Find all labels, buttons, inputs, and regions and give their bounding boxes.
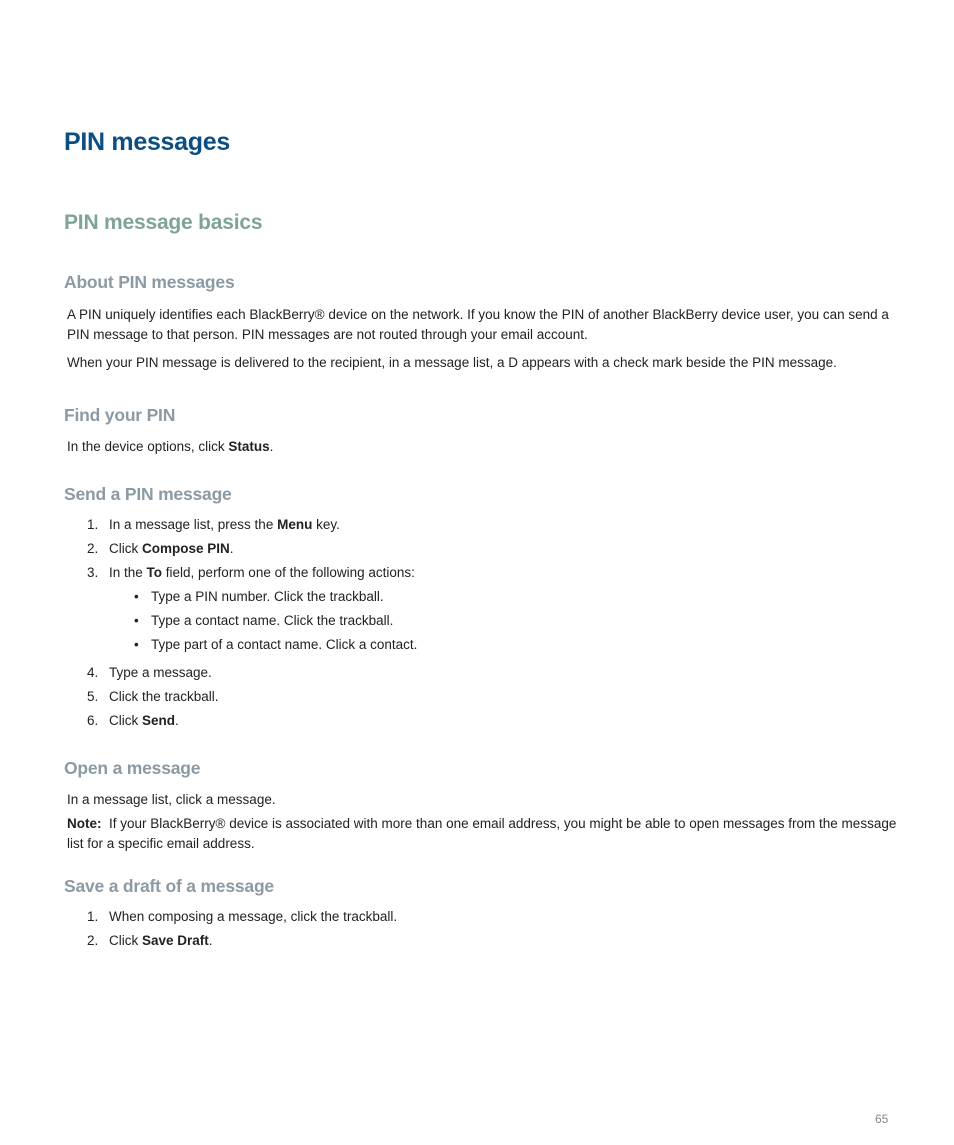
send-step-6: 6. Click Send. <box>87 713 179 728</box>
bullet-icon: • <box>134 637 139 652</box>
send-step-2: 2. Click Compose PIN. <box>87 541 234 556</box>
note-label: Note: <box>67 816 102 831</box>
send-bullet-1: • Type a PIN number. Click the trackball. <box>134 589 384 604</box>
find-pin-heading: Find your PIN <box>64 405 176 425</box>
about-paragraph-1: A PIN uniquely identifies each BlackBerry® device on the network. If you know the PIN of another BlackBerry device user, you can send a PIN message to that person. PIN messages are not routed through your email account. <box>67 307 889 342</box>
open-message-text: In a message list, click a message. <box>67 792 276 807</box>
send-step-4: 4. Type a message. <box>87 665 212 680</box>
send-step-3: 3. In the To field, perform one of the following actions: <box>87 565 415 580</box>
save-draft-heading: Save a draft of a message <box>64 876 274 896</box>
find-pin-text <box>67 437 897 457</box>
find-pin-text-after: . <box>269 439 274 454</box>
send-bullet-2: • Type a contact name. Click the trackball. <box>134 613 394 628</box>
note-text: If your BlackBerry® device is associated with more than one email address, you might be able to open messages from the message list for a specific email address. <box>67 816 901 851</box>
send-bullet-3: • Type part of a contact name. Click a contact. <box>134 637 418 652</box>
draft-step-1: 1. When composing a message, click the trackball. <box>87 909 398 924</box>
send-step-5: 5. Click the trackball. <box>87 689 219 704</box>
page-title: PIN messages <box>64 128 230 156</box>
page-number: 65 <box>875 1112 889 1126</box>
draft-step-2: 2. Click Save Draft. <box>87 933 213 948</box>
open-message-note <box>67 814 901 853</box>
about-heading: About PIN messages <box>64 272 235 292</box>
bullet-icon: • <box>134 613 139 628</box>
send-step-1: 1. In a message list, press the Menu key. <box>87 517 340 532</box>
bullet-icon: • <box>134 589 139 604</box>
find-pin-bold: Status <box>228 439 270 454</box>
section-title: PIN message basics <box>64 211 263 234</box>
send-pin-heading: Send a PIN message <box>64 484 232 504</box>
open-message-heading: Open a message <box>64 758 201 778</box>
find-pin-text-before: In the device options, click <box>67 439 229 454</box>
about-paragraph-2: When your PIN message is delivered to the recipient, in a message list, a D appears with a check mark beside the PIN message. <box>67 355 837 370</box>
